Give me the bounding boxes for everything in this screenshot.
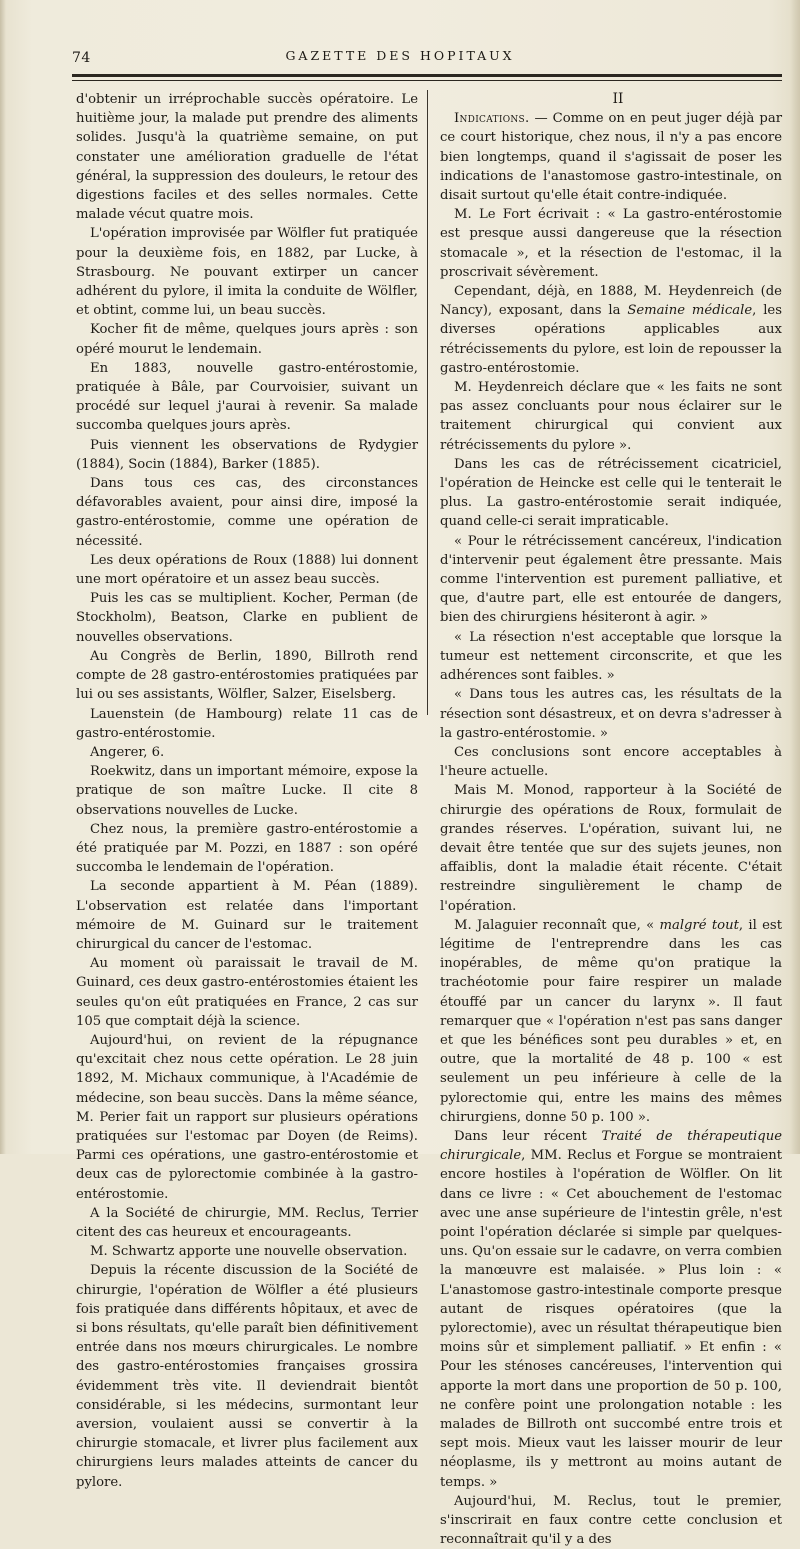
journal-title: GAZETTE DES HOPITAUX [285,48,515,63]
page-edge-shadow-left [0,0,6,1154]
paragraph [440,916,782,1127]
paragraph: Au Congrès de Berlin, 1890, Billroth rend compte de 28 gastro-entérostomies pratiquées par lui ou ses assistants, Wölfler, Salzer, Eiselsberg. [76,648,418,703]
section-label: Indications. [454,111,530,127]
paragraph: Puis viennent les observations de Rydygier (1884), Socin (1884), Barker (1885). [76,437,418,472]
paragraph-text: , MM. Reclus et Forgue se montraient encore hostiles à l'opération de Wölfler. On lit dans ce livre : « Cet abouchement de l'estomac avec une anse supérieure de l'intestin grêle, n'est point l'opération déclarée si simple par quelques-uns. Qu'on essaie sur le cadavre, on verra combien la manœuvre est malaisée. » Plus loin : « L'anastomose gastro-intestinale comporte presque autant de risques opératoires (que la pylorectomie), avec un résultat thérapeutique bien moins sûr et simplement palliatif. » Et enfin : « Pour les sténoses cancéreuses, l'intervention qui apporte la mort dans une proportion de 50 p. 100, ne confère point une prolongation notable : les malades de Billroth ont succombé entre trois et sept mois. Mieux vaut les laisser mourir de leur néoplasme, ils y mettront au moins autant de temps. » [440,1148,782,1490]
paragraph: M. Le Fort écrivait : « La gastro-entérostomie est presque aussi dangereuse que la résection stomacale », et la résection de l'estomac, il la proscrivait sévèrement. [440,207,782,280]
paragraph: Chez nous, la première gastro-entérostomie a été pratiquée par M. Pozzi, en 1887 : son opéré succomba le lendemain de l'opération. [76,821,418,876]
paragraph-text: Cependant, déjà, en 1888, M. Heydenreich (de Nancy), exposant, dans la [440,284,782,319]
paragraph: Angerer, 6. [90,744,165,760]
paragraph: A la Société de chirurgie, MM. Reclus, Terrier citent des cas heureux et encourageants. [76,1205,418,1240]
paragraph: Kocher fit de même, quelques jours après : son opéré mourut le lendemain. [76,322,418,357]
paragraph: Les deux opérations de Roux (1888) lui donnent une mort opératoire et un assez beau succès. [76,552,418,588]
paragraph: Aujourd'hui, M. Reclus, tout le premier, s'inscrirait en faux contre cette conclusion et reconnaîtrait qu'il y a des [440,1493,782,1548]
paragraph: M. Schwartz apporte une nouvelle observation. [90,1244,408,1260]
journal-name-italic: Semaine médicale [627,303,753,319]
paragraph: « La résection n'est acceptable que lorsque la tumeur est nettement circonscrite, et que les adhérences sont faibles. » [440,629,782,684]
right-column [440,90,782,1549]
paragraph: Au moment où paraissait le travail de M. Guinard, ces deux gastro-entérostomies étaient les seules qu'on eût pratiquées en France, 2 cas sur 105 que comptait déjà la science. [76,956,418,1029]
paragraph: Dans les cas de rétrécissement cicatriciel, l'opération de Heincke est celle qui le tenterait le plus. La gastro-entérostomie serait indiquée, quand celle-ci serait impraticable. [440,456,782,530]
header-rule-thin [72,80,782,81]
paragraph-text: M. Jalaguier reconnaît que, « [454,917,660,933]
paragraph: M. Heydenreich déclare que « les faits ne sont pas assez concluants pour nous éclairer sur le traitement chirurgical qui convient aux rétrécissements du pylore ». [440,380,782,453]
paragraph-text: , il est légitime de l'entreprendre dans les cas inopérables, de même qu'on pratique la trachéotomie pour faire respirer un malade étouffé par un cancer du larynx ». Il faut remarquer que « l'opération n'est pas sans danger et que les bénéfices sont peu durables » et, en outre, que la mortalité de 48 p. 100 « est seulement un peu inférieure à celle de la pylorectomie qui, entre les mains des mêmes chirurgiens, donne 50 p. 100 ». [440,917,783,1125]
header-rule-thick [72,74,782,77]
paragraph: La seconde appartient à M. Péan (1889). L'observation est relatée dans l'important mémoire de M. Guinard sur le traitement chirurgical du cancer de l'estomac. [76,879,418,952]
paragraph: d'obtenir un irréprochable succès opératoire. Le huitième jour, la malade put prendre des aliments solides. Jusqu'à la quatrième semaine, on put constater une amélioration graduelle de l'état général, la suppression des douleurs, le retour des digestions faciles et des selles normales. Cette malade vécut quatre mois. [76,92,418,223]
book-title-italic: Traité de thérapeutique chirurgicale [440,1128,782,1164]
paragraph-text: , les diverses opérations applicables aux rétrécissements du pylore, est loin de repousser la gastro-entérostomie. [440,303,782,376]
paragraph: Puis les cas se multiplient. Kocher, Perman (de Stockholm), Beatson, Clarke en publient de nouvelles observations. [76,591,418,645]
page-number: 74 [72,50,91,66]
paragraph [440,282,782,378]
paragraph: En 1883, nouvelle gastro-entérostomie, pratiquée à Bâle, par Courvoisier, suivant un procédé sur lequel j'aurai à revenir. Sa malade succomba quelques jours après. [76,360,418,434]
paragraph-text: Dans leur récent [454,1128,602,1144]
paragraph: Roekwitz, dans un important mémoire, expose la pratique de son maître Lucke. Il cite 8 observations nouvelles de Lucke. [76,764,418,818]
page-edge-shadow-right [790,0,800,1154]
section-number: II [612,91,624,107]
paragraph: L'opération improvisée par Wölfler fut pratiquée pour la deuxième fois, en 1882, par Lucke, à Strasbourg. Ne pouvant extirper un cancer adhérent du pylore, il imita la conduite de Wölfler, et obtint, comme lui, un beau succès. [76,226,418,319]
paragraph: Ces conclusions sont encore acceptables à l'heure actuelle. [440,744,782,780]
emphasis-italic: malgré tout [659,917,739,933]
paragraph: Mais M. Monod, rapporteur à la Société de chirurgie des opérations de Roux, formulait de grandes réserves. L'opération, suivant lui, ne devait être tentée que sur des sujets jeunes, non affaiblis, dont la maladie était récente. C'était restreindre singulièrement le champ de l'opération. [440,783,782,914]
left-column [76,90,418,1492]
paragraph: « Dans tous les autres cas, les résultats de la résection sont désastreux, et on devra s'adresser à la gastro-entérostomie. » [440,687,782,741]
paragraph: Depuis la récente discussion de la Société de chirurgie, l'opération de Wölfler a été plusieurs fois pratiquée dans différents hôpitaux, et avec de si bons résultats, qu'elle paraît bien définitivement entrée dans nos mœurs chirurgicales. Le nombre des gastro-entérostomies françaises grossira évidemment très vite. Il deviendrait bientôt considérable, si les médecins, surmontant leur aversion, voulaient aussi se convertir à la chirurgie stomacale, et livrer plus facilement aux chirurgiens leurs malades atteints de cancer du pylore. [76,1263,418,1490]
paragraph: « Pour le rétrécissement cancéreux, l'indication d'intervenir peut également être pressante. Mais comme l'intervention est purement palliative, et que, d'autre part, elle est entourée de dangers, bien des chirurgiens hésiteront à agir. » [440,533,782,626]
paragraph: Dans tous ces cas, des circonstances défavorables avaient, pour ainsi dire, imposé la gastro-entérostomie, comme une opération de nécessité. [76,476,418,549]
paragraph-text: — Comme on en peut juger déjà par ce court historique, chez nous, il n'y a pas encore bien longtemps, quand il s'agissait de poser les indications de l'anastomose gastro-intestinale, on disait surtout qu'elle était contre-indiquée. [440,111,782,204]
paragraph: Aujourd'hui, on revient de la répugnance qu'excitait chez nous cette opération. Le 28 juin 1892, M. Michaux communique, à l'Académie de médecine, son beau succès. Dans la même séance, M. Perier fait un rapport sur plusieurs opérations pratiquées sur l'estomac par Doyen (de Reims). Parmi ces opérations, une gastro-entérostomie et deux cas de pylorectomie combinée à la gastro-entérostomie. [76,1032,418,1202]
paragraph: Lauenstein (de Hambourg) relate 11 cas de gastro-entérostomie. [76,706,418,741]
column-divider [427,90,428,715]
paragraph [440,1127,782,1492]
paragraph [440,109,782,205]
